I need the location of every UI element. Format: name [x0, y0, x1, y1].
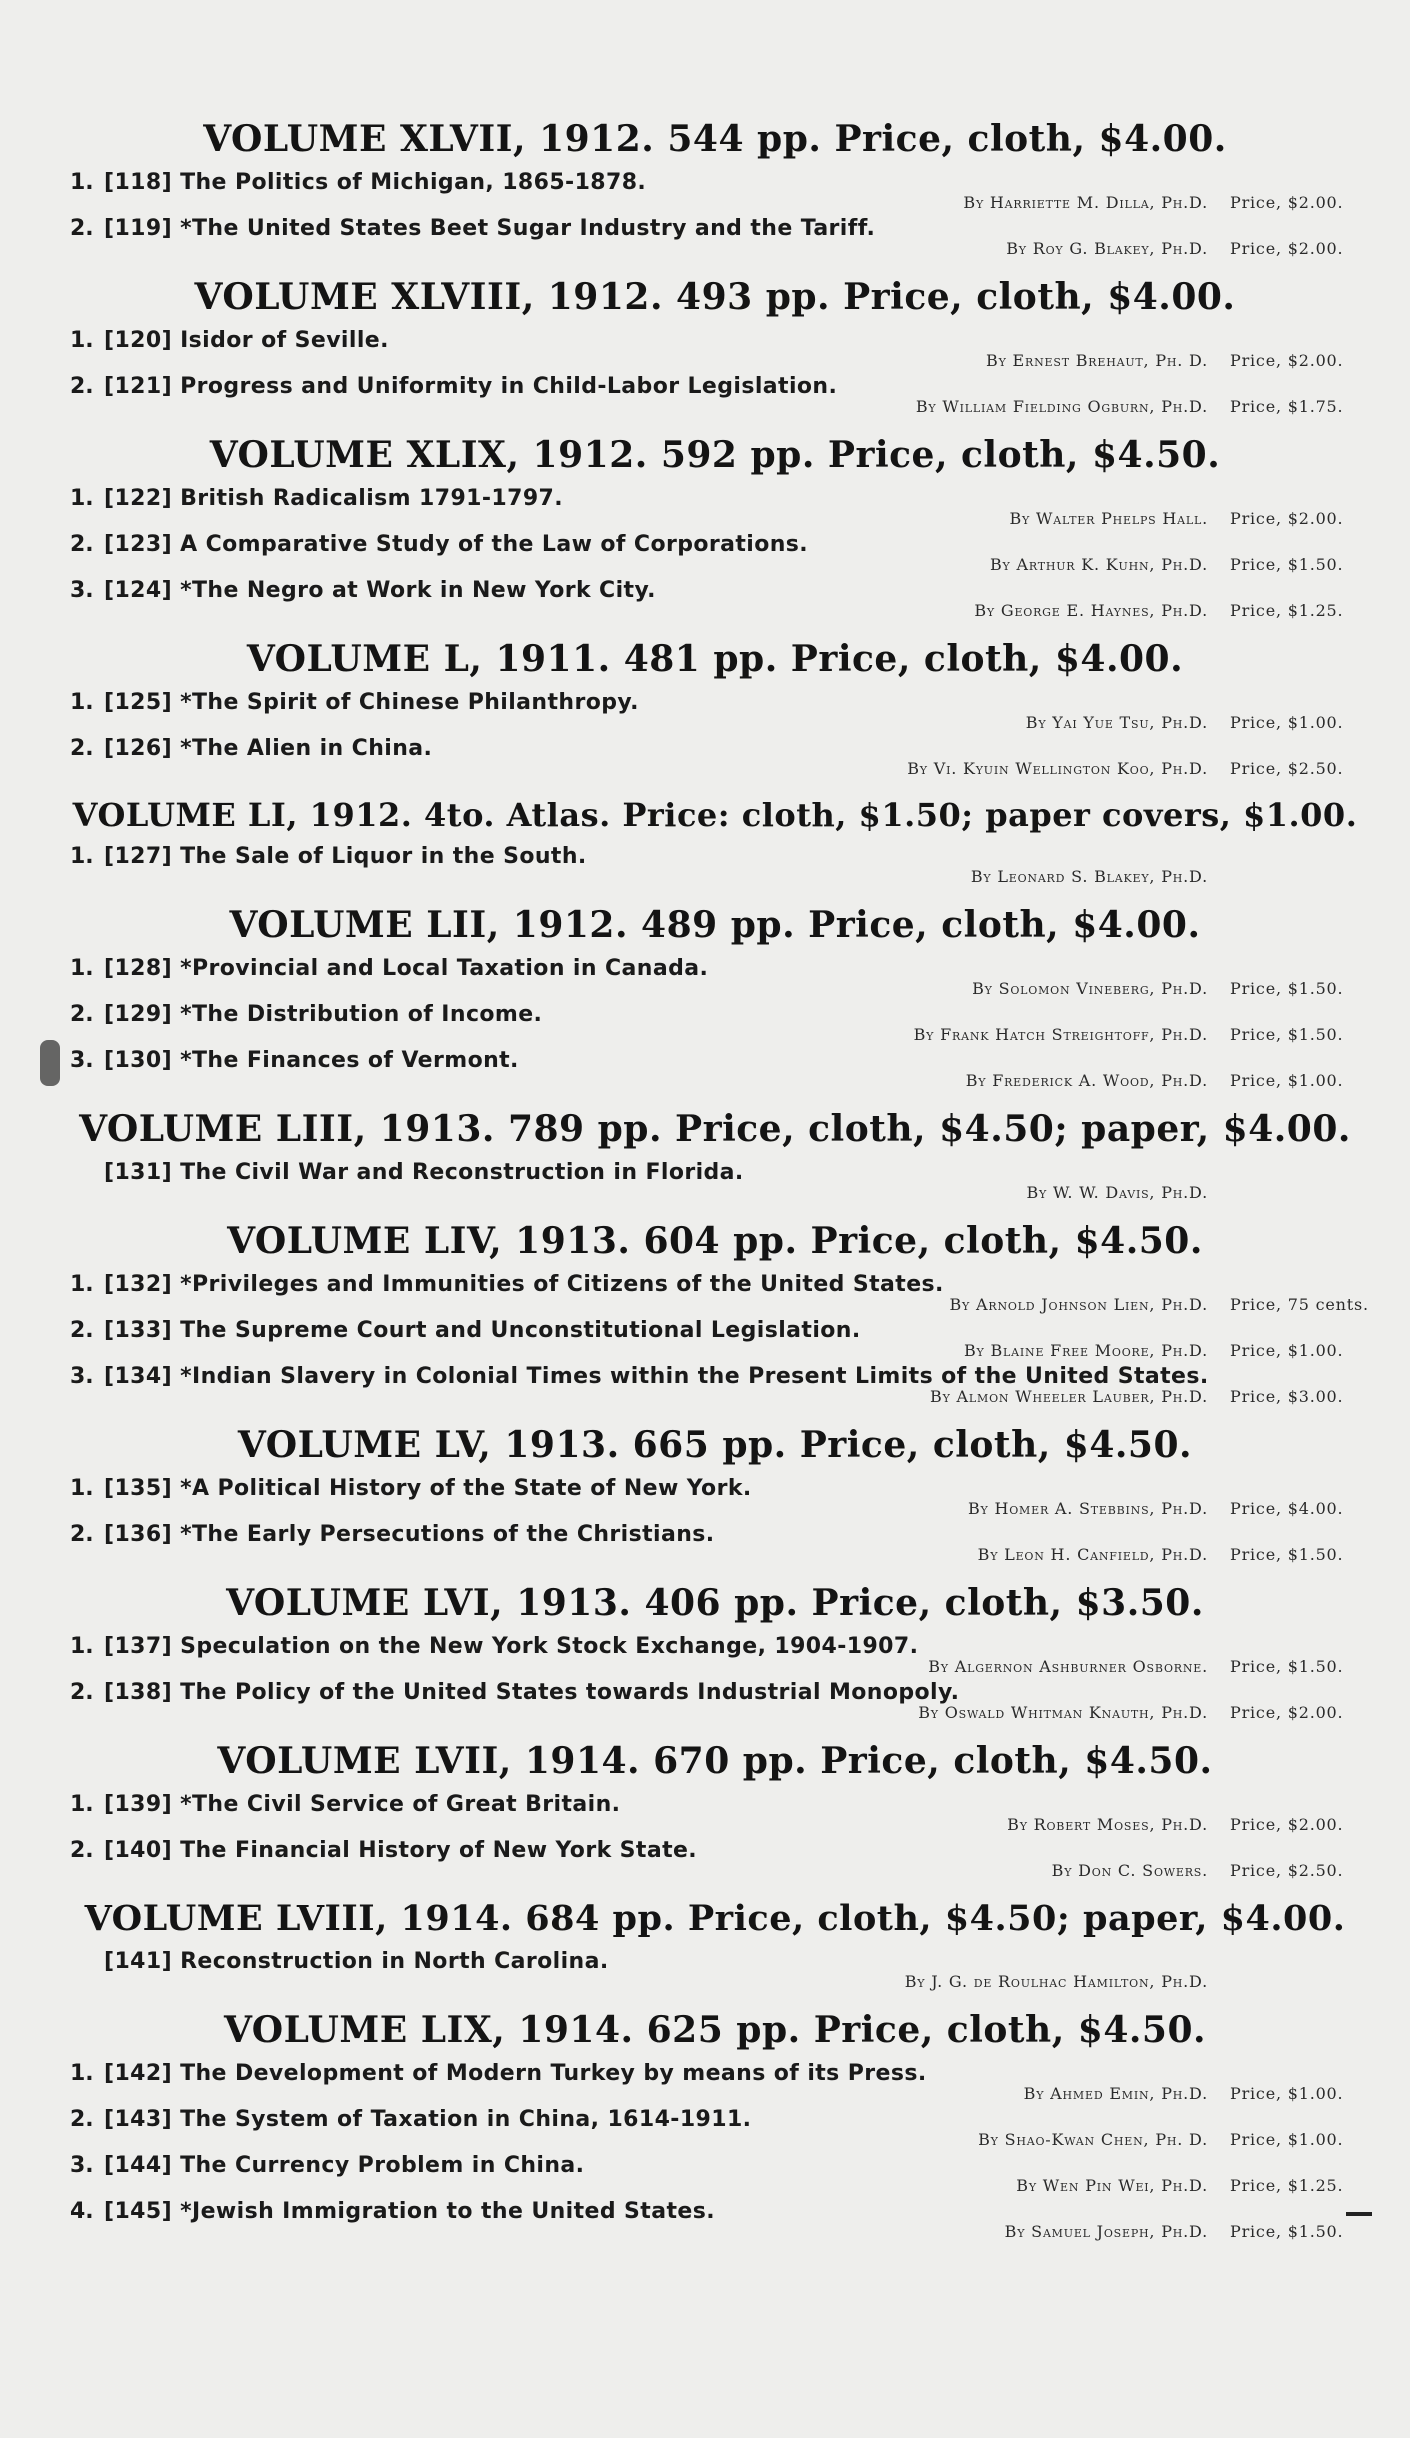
entry-number: 2.: [70, 216, 94, 241]
entry-number: 1.: [70, 956, 94, 981]
entry-author: By W. W. Davis, Ph.D.: [1026, 1183, 1208, 1202]
entry-title: [134] *Indian Slavery in Colonial Times within the Present Limits of the United States.: [104, 1364, 1209, 1389]
entry-author: By Ahmed Emin, Ph.D.: [1023, 2084, 1208, 2103]
entry-title: [138] The Policy of the United States towards Industrial Monopoly.: [104, 1680, 960, 1705]
entry-author: By Samuel Joseph, Ph.D.: [1004, 2222, 1208, 2241]
entry-author: By Arnold Johnson Lien, Ph.D.: [949, 1295, 1208, 1314]
entry-number: 2.: [70, 1838, 94, 1863]
entry-title: [125] *The Spirit of Chinese Philanthropy.: [104, 690, 639, 715]
entry-title-row: [70, 956, 1360, 981]
entry-title-row: [70, 1002, 1360, 1027]
volume-section: [70, 1898, 1360, 1991]
volume-heading: VOLUME LIV, 1913. 604 pp. Price, cloth, $4.50.: [227, 1220, 1203, 1262]
entry-title: [131] The Civil War and Reconstruction in Florida.: [104, 1160, 744, 1185]
entry-byline: [70, 1387, 1360, 1406]
entry-title: [119] *The United States Beet Sugar Industry and the Tariff.: [104, 216, 876, 241]
catalogue-entry: [70, 1048, 1360, 1090]
entry-title-row: [70, 1634, 1360, 1659]
entry-title: [137] Speculation on the New York Stock Exchange, 1904-1907.: [104, 1634, 919, 1659]
entry-author: By Almon Wheeler Lauber, Ph.D.: [930, 1387, 1208, 1406]
entry-title: [141] Reconstruction in North Carolina.: [104, 1949, 609, 1974]
entry-byline: [70, 1703, 1360, 1722]
entry-author: By Yai Yue Tsu, Ph.D.: [1025, 713, 1208, 732]
volume-section: [70, 2009, 1360, 2241]
catalogue-entry: [70, 1680, 1360, 1722]
catalogue-entry: [70, 736, 1360, 778]
catalogue-entry: [70, 1838, 1360, 1880]
volume-section: [70, 1740, 1360, 1880]
volume-heading: VOLUME LII, 1912. 489 pp. Price, cloth, $4.00.: [229, 904, 1201, 946]
entry-title-row: [70, 2153, 1360, 2178]
entry-price: Price, $2.00.: [1230, 1815, 1344, 1834]
volume-section: [70, 118, 1360, 258]
entry-author: By Don C. Sowers.: [1051, 1861, 1208, 1880]
catalogue-entry: [70, 1522, 1360, 1564]
entry-title: [136] *The Early Persecutions of the Christians.: [104, 1522, 715, 1547]
entry-title: [124] *The Negro at Work in New York City.: [104, 578, 656, 603]
entry-byline: [70, 2222, 1360, 2241]
entry-byline: [70, 713, 1360, 732]
catalogue-entry: [70, 532, 1360, 574]
volume-section: [70, 1582, 1360, 1722]
entry-author: By Leon H. Canfield, Ph.D.: [977, 1545, 1208, 1564]
volume-section: [70, 796, 1360, 886]
entry-byline: [70, 1972, 1360, 1991]
entry-number: 2.: [70, 1522, 94, 1547]
entry-byline: [70, 1341, 1360, 1360]
entry-author: By Algernon Ashburner Osborne.: [928, 1657, 1208, 1676]
catalogue-entry: [70, 690, 1360, 732]
entry-title-row: [70, 170, 1360, 195]
entry-title: [127] The Sale of Liquor in the South.: [104, 844, 587, 869]
volume-section: [70, 1220, 1369, 1406]
entry-number: 2.: [70, 374, 94, 399]
entry-title-row: [70, 328, 1360, 353]
volume-heading: VOLUME LVII, 1914. 670 pp. Price, cloth, $4.50.: [217, 1740, 1213, 1782]
entry-author: By Leonard S. Blakey, Ph.D.: [970, 867, 1208, 886]
entry-title: [122] British Radicalism 1791-1797.: [104, 486, 563, 511]
entry-byline: [70, 397, 1360, 416]
catalogue-entry: [70, 2107, 1360, 2149]
entry-title: [144] The Currency Problem in China.: [104, 2153, 585, 2178]
entry-title: [120] Isidor of Seville.: [104, 328, 389, 353]
margin-mark: [1346, 2212, 1372, 2216]
entry-price: Price, $1.25.: [1230, 2176, 1344, 2195]
entry-price: Price, 75 cents.: [1230, 1295, 1369, 1314]
entry-title: [132] *Privileges and Immunities of Citizens of the United States.: [104, 1272, 944, 1297]
entry-title: [143] The System of Taxation in China, 1614-1911.: [104, 2107, 752, 2132]
entry-author: By Oswald Whitman Knauth, Ph.D.: [918, 1703, 1208, 1722]
entry-number: 1.: [70, 1476, 94, 1501]
catalogue-entry: [70, 216, 1360, 258]
entry-title-row: [70, 690, 1360, 715]
entry-author: By Vi. Kyuin Wellington Koo, Ph.D.: [907, 759, 1208, 778]
entry-number: 2.: [70, 1680, 94, 1705]
entry-price: Price, $2.50.: [1230, 759, 1344, 778]
entry-byline: [70, 1657, 1360, 1676]
entry-title: [128] *Provincial and Local Taxation in Canada.: [104, 956, 709, 981]
entry-price: Price, $2.50.: [1230, 1861, 1344, 1880]
catalogue-entry: [70, 578, 1360, 620]
entry-price: Price, $1.75.: [1230, 397, 1344, 416]
volume-heading: VOLUME LV, 1913. 665 pp. Price, cloth, $4.50.: [237, 1424, 1193, 1466]
entry-byline: [70, 1025, 1360, 1044]
entry-number: 1.: [70, 844, 94, 869]
volume-heading: VOLUME L, 1911. 481 pp. Price, cloth, $4.00.: [246, 638, 1184, 680]
entry-byline: [70, 2176, 1360, 2195]
entry-author: By William Fielding Ogburn, Ph.D.: [915, 397, 1208, 416]
entry-title: [126] *The Alien in China.: [104, 736, 433, 761]
entry-title-row: [70, 2199, 1360, 2224]
entry-title: [133] The Supreme Court and Unconstitutional Legislation.: [104, 1318, 861, 1343]
ink-smear: [40, 1040, 60, 1086]
entry-price: Price, $1.00.: [1230, 1341, 1344, 1360]
entry-byline: [70, 239, 1360, 258]
catalogue-entry: [70, 1318, 1360, 1360]
entry-price: Price, $1.00.: [1230, 713, 1344, 732]
entry-price: Price, $1.50.: [1230, 1545, 1344, 1564]
entry-author: By Harriette M. Dilla, Ph.D.: [963, 193, 1208, 212]
entry-title-row: [70, 1318, 1360, 1343]
entry-byline: [70, 555, 1360, 574]
entry-author: By Homer A. Stebbins, Ph.D.: [967, 1499, 1208, 1518]
entry-byline: [70, 351, 1360, 370]
catalogue-entry: [70, 956, 1360, 998]
volume-section: [70, 638, 1360, 778]
entry-title-row: [70, 844, 1360, 869]
entry-price: Price, $1.00.: [1230, 2130, 1344, 2149]
entry-title-row: [70, 1476, 1360, 1501]
entry-number: 3.: [70, 2153, 94, 2178]
entry-number: 1.: [70, 328, 94, 353]
volume-heading: VOLUME LVI, 1913. 406 pp. Price, cloth, $3.50.: [226, 1582, 1204, 1624]
volume-heading: VOLUME LI, 1912. 4to. Atlas. Price: cloth, $1.50; paper covers, $1.00.: [72, 796, 1358, 834]
entry-author: By Ernest Brehaut, Ph. D.: [986, 351, 1208, 370]
entry-title: [135] *A Political History of the State of New York.: [104, 1476, 752, 1501]
entry-price: Price, $1.50.: [1230, 2222, 1344, 2241]
catalogue-entry: [70, 1476, 1360, 1518]
volume-section: [70, 904, 1360, 1090]
entry-number: 3.: [70, 1364, 94, 1389]
volume-heading: VOLUME LVIII, 1914. 684 pp. Price, cloth, $4.50; paper, $4.00.: [84, 1898, 1346, 1939]
entry-title-row: [70, 1680, 1360, 1705]
entry-byline: [70, 759, 1360, 778]
entry-title-row: [70, 1949, 1360, 1974]
entry-byline: [70, 1295, 1369, 1314]
entry-title-row: [70, 736, 1360, 761]
volume-section: [70, 434, 1360, 620]
entry-title: [121] Progress and Uniformity in Child-Labor Legislation.: [104, 374, 838, 399]
catalogue-entry: [70, 170, 1360, 212]
entry-title-row: [70, 486, 1360, 511]
catalogue-entry: [70, 1002, 1360, 1044]
entry-title-row: [70, 578, 1360, 603]
entry-price: Price, $1.50.: [1230, 979, 1344, 998]
entry-author: By Shao-Kwan Chen, Ph. D.: [978, 2130, 1208, 2149]
catalogue-entry: [70, 1949, 1360, 1991]
entry-byline: [70, 193, 1360, 212]
entry-title: [142] The Development of Modern Turkey by means of its Press.: [104, 2061, 927, 2086]
entry-title-row: [70, 532, 1360, 557]
entry-author: By Roy G. Blakey, Ph.D.: [1006, 239, 1208, 258]
entry-byline: [70, 1071, 1360, 1090]
entry-price: Price, $1.50.: [1230, 555, 1344, 574]
entry-byline: [70, 2084, 1360, 2103]
entry-byline: [70, 601, 1360, 620]
entry-price: Price, $1.00.: [1230, 2084, 1344, 2103]
entry-number: 2.: [70, 532, 94, 557]
entry-number: 1.: [70, 1634, 94, 1659]
entry-price: Price, $1.50.: [1230, 1657, 1344, 1676]
entry-title-row: [70, 1838, 1360, 1863]
entry-author: By Frederick A. Wood, Ph.D.: [965, 1071, 1208, 1090]
catalogue-entry: [70, 486, 1360, 528]
catalogue-entry: [70, 1160, 1360, 1202]
entry-byline: [70, 867, 1360, 886]
catalogue-entry: [70, 844, 1360, 886]
entry-number: 1.: [70, 2061, 94, 2086]
entry-byline: [70, 979, 1360, 998]
catalogue-entry: [70, 1792, 1360, 1834]
catalogue-entry: [70, 1364, 1360, 1406]
entry-title-row: [70, 1160, 1360, 1185]
entry-title: [129] *The Distribution of Income.: [104, 1002, 543, 1027]
entry-author: By Walter Phelps Hall.: [1009, 509, 1208, 528]
entry-number: 1.: [70, 690, 94, 715]
catalogue-entry: [70, 374, 1360, 416]
catalogue-page: [70, 100, 1369, 2410]
entry-price: Price, $2.00.: [1230, 351, 1344, 370]
volume-heading: VOLUME LIX, 1914. 625 pp. Price, cloth, $4.50.: [223, 2009, 1207, 2051]
entry-author: By Frank Hatch Streightoff, Ph.D.: [913, 1025, 1208, 1044]
entry-price: Price, $2.00.: [1230, 239, 1344, 258]
volume-heading: VOLUME XLVIII, 1912. 493 pp. Price, cloth, $4.00.: [194, 276, 1236, 318]
entry-byline: [70, 1815, 1360, 1834]
catalogue-entry: [70, 2199, 1360, 2241]
catalogue-entry: [70, 1634, 1360, 1676]
entry-number: 1.: [70, 486, 94, 511]
catalogue-entry: [70, 1272, 1369, 1314]
entry-title: [130] *The Finances of Vermont.: [104, 1048, 519, 1073]
entry-title: [139] *The Civil Service of Great Britain.: [104, 1792, 621, 1817]
catalogue-entry: [70, 328, 1360, 370]
entry-title-row: [70, 1364, 1360, 1389]
entry-number: 1.: [70, 170, 94, 195]
catalogue-entry: [70, 2153, 1360, 2195]
volume-heading: VOLUME XLVII, 1912. 544 pp. Price, cloth, $4.00.: [203, 118, 1227, 160]
entry-byline: [70, 1545, 1360, 1564]
entry-title-row: [70, 2107, 1360, 2132]
entry-title: [118] The Politics of Michigan, 1865-1878.: [104, 170, 647, 195]
entry-price: Price, $2.00.: [1230, 1703, 1344, 1722]
entry-byline: [70, 2130, 1360, 2149]
volume-heading: VOLUME XLIX, 1912. 592 pp. Price, cloth, $4.50.: [209, 434, 1221, 476]
entry-title-row: [70, 1522, 1360, 1547]
entry-title-row: [70, 1272, 1360, 1297]
entry-author: By Wen Pin Wei, Ph.D.: [1016, 2176, 1208, 2195]
entry-byline: [70, 1861, 1360, 1880]
volume-section: [70, 276, 1360, 416]
entry-number: 2.: [70, 2107, 94, 2132]
entry-author: By Arthur K. Kuhn, Ph.D.: [989, 555, 1208, 574]
entry-price: Price, $2.00.: [1230, 509, 1344, 528]
volume-heading: VOLUME LIII, 1913. 789 pp. Price, cloth, $4.50; paper, $4.00.: [79, 1108, 1351, 1150]
volume-section: [70, 1108, 1360, 1202]
entry-number: 2.: [70, 1318, 94, 1343]
entry-title-row: [70, 1792, 1360, 1817]
entry-byline: [70, 1499, 1360, 1518]
entry-number: 2.: [70, 736, 94, 761]
entry-byline: [70, 509, 1360, 528]
entry-price: Price, $4.00.: [1230, 1499, 1344, 1518]
entry-title-row: [70, 216, 1360, 241]
entry-author: By George E. Haynes, Ph.D.: [974, 601, 1208, 620]
entry-price: Price, $1.25.: [1230, 601, 1344, 620]
entry-price: Price, $3.00.: [1230, 1387, 1344, 1406]
entry-number: 3.: [70, 578, 94, 603]
entry-title: [140] The Financial History of New York State.: [104, 1838, 698, 1863]
entry-byline: [70, 1183, 1360, 1202]
entry-number: 4.: [70, 2199, 94, 2224]
entry-author: By J. G. de Roulhac Hamilton, Ph.D.: [904, 1972, 1208, 1991]
entry-price: Price, $1.50.: [1230, 1025, 1344, 1044]
entry-price: Price, $1.00.: [1230, 1071, 1344, 1090]
entry-title-row: [70, 2061, 1360, 2086]
entry-price: Price, $2.00.: [1230, 193, 1344, 212]
entry-title: [123] A Comparative Study of the Law of Corporations.: [104, 532, 809, 557]
volume-section: [70, 1424, 1360, 1564]
entry-author: By Robert Moses, Ph.D.: [1007, 1815, 1208, 1834]
entry-number: 1.: [70, 1792, 94, 1817]
entry-number: 1.: [70, 1272, 94, 1297]
entry-author: By Blaine Free Moore, Ph.D.: [963, 1341, 1208, 1360]
entry-title: [145] *Jewish Immigration to the United States.: [104, 2199, 715, 2224]
entry-title-row: [70, 374, 1360, 399]
entry-number: 3.: [70, 1048, 94, 1073]
catalogue-entry: [70, 2061, 1360, 2103]
entry-title-row: [70, 1048, 1360, 1073]
entry-number: 2.: [70, 1002, 94, 1027]
entry-author: By Solomon Vineberg, Ph.D.: [972, 979, 1208, 998]
